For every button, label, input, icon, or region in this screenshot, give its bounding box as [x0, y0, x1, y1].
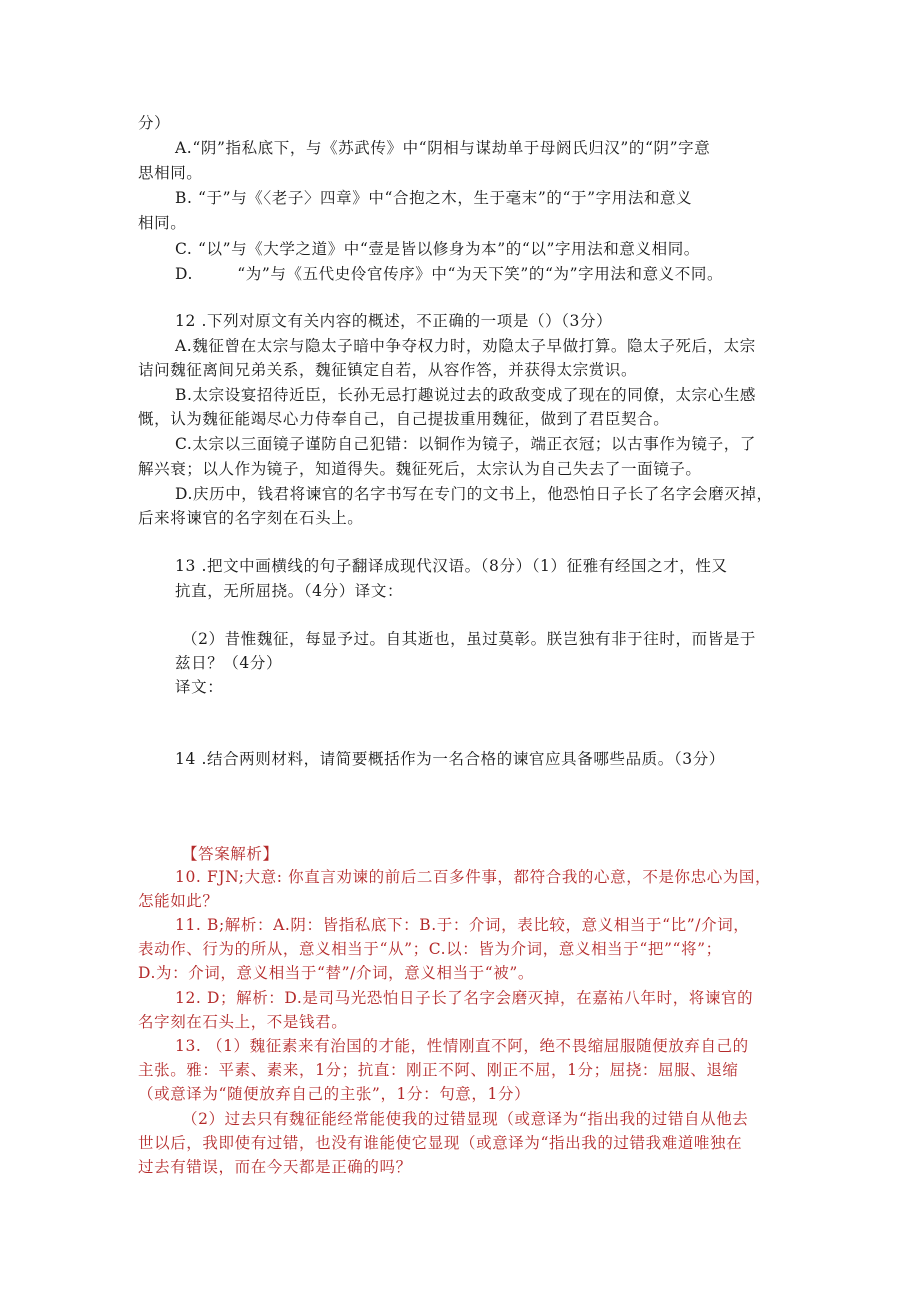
- q13-stem-line1: 13 .把文中画横线的句子翻译成现代汉语。（8分）（1）征雅有经国之才，性又: [175, 557, 728, 575]
- q12-option-c-line1: C.太宗以三面镜子谨防自己犯错：以铜作为镜子，端正衣冠；以古事作为镜子，了: [175, 435, 756, 453]
- answer-11-line1: 11. B;解析：A.阴：皆指私底下：B.于：介词，表比较，意义相当于“比”/介词，: [175, 916, 750, 934]
- q11-option-b-line1: B. “于”与《〈老子〉四章》中“合抱之木，生于毫末”的“于”字用法和意义: [175, 189, 693, 207]
- answer-11-line2: 表动作、行为的所从，意义相当于“从”；C.以：皆为介词，意义相当于“把”“将”；: [138, 940, 722, 958]
- q12-stem: 12 .下列对原文有关内容的概述，不正确的一项是（）（3分）: [175, 312, 613, 330]
- q11-option-a-line1: A.“阴”指私底下，与《苏武传》中“阴相与谋劫单于母阏氏归汉”的“阴”字意: [175, 139, 711, 157]
- answers-header: 【答案解析】: [182, 845, 279, 863]
- q13-sub2-line1: （2）昔惟魏征，每显予过。自其逝也，虽过莫彰。朕岂独有非于往时，而皆是于: [182, 630, 756, 648]
- q12-option-b-line1: B.太宗设宴招待近臣，长孙无忌打趣说过去的政敌变成了现在的同僚，太宗心生感: [175, 386, 757, 404]
- answer-10-line2: 怎能如此？: [138, 892, 219, 910]
- q12-option-a-line2: 诘问魏征离间兄弟关系，魏征镇定自若，从容作答，并获得太宗赏识。: [138, 361, 638, 379]
- q12-option-a-line1: A.魏征曾在太宗与隐太子暗中争夺权力时，劝隐太子早做打算。隐太子死后，太宗: [175, 337, 756, 355]
- q11-option-b-line2: 相同。: [138, 214, 187, 232]
- q12-option-c-line2: 解兴衰；以人作为镜子，知道得失。魏征死后，太宗认为自己失去了一面镜子。: [138, 460, 702, 478]
- q11-option-c: C. “以”与《大学之道》中“壹是皆以修身为本”的“以”字用法和意义相同。: [175, 240, 700, 258]
- q11-option-d: D. “为”与《五代史伶官传序》中“为天下笑”的“为”字用法和意义不同。: [175, 265, 724, 283]
- answer-13b-line1: （2）过去只有魏征能经常能使我的过错显现（或意译为“指出我的过错自从他去: [182, 1110, 749, 1128]
- q12-option-b-line2: 慨，认为魏征能竭尽心力侍奉自己，自己提拔重用魏征，做到了君臣契合。: [138, 410, 670, 428]
- q11-stem-tail: 分）: [138, 114, 171, 132]
- answer-13b-line2: 世以后，我即使有过错，也没有谁能使它显现（或意译为“指出我的过错我难道唯独在: [138, 1134, 743, 1152]
- answer-13b-line3: 过去有错误，而在今天都是正确的吗？: [138, 1158, 412, 1176]
- answer-13-line1: 13. （1）魏征素来有治国的才能，性情刚直不阿，绝不畏缩屈服随便放弃自己的: [175, 1037, 749, 1055]
- answer-13-line3: （或意译为“随便放弃自己的主张”，1分：句意，1分）: [138, 1085, 531, 1103]
- answer-11-line3: D.为：介词，意义相当于“替”/介词，意义相当于“被”。: [138, 964, 535, 982]
- q13-stem-line2: 抗直，无所屈挠。（4分）译文：: [175, 582, 404, 600]
- answer-10-line1: 10. FJN;大意: 你直言劝谏的前后二百多件事，都符合我的心意，不是你忠心为国，: [175, 868, 772, 886]
- q14-stem: 14 .结合两则材料，请简要概括作为一名合格的谏官应具备哪些品质。（3分）: [175, 750, 725, 768]
- q11-option-a-line2: 思相同。: [138, 164, 203, 182]
- q12-option-d-line1: D.庆历中，钱君将谏官的名字书写在专门的文书上，他恐怕日子长了名字会磨灭掉，: [175, 485, 773, 503]
- q13-sub2-line2: 兹日？（4分）: [175, 654, 283, 672]
- answer-13-line2: 主张。雅：平素、素来，1分；抗直：刚正不阿、刚正不屈，1分；屈挠：屈服、退缩: [138, 1061, 739, 1079]
- q12-option-d-line2: 后来将谏官的名字刻在石头上。: [138, 509, 364, 527]
- answer-12-line2: 名字刻在石头上，不是钱君。: [138, 1013, 348, 1031]
- q13-translation-label: 译文：: [175, 678, 224, 696]
- answer-12-line1: 12. D；解析：D.是司马光恐怕日子长了名字会磨灭掉，在嘉祐八年时，将谏官的: [175, 989, 754, 1007]
